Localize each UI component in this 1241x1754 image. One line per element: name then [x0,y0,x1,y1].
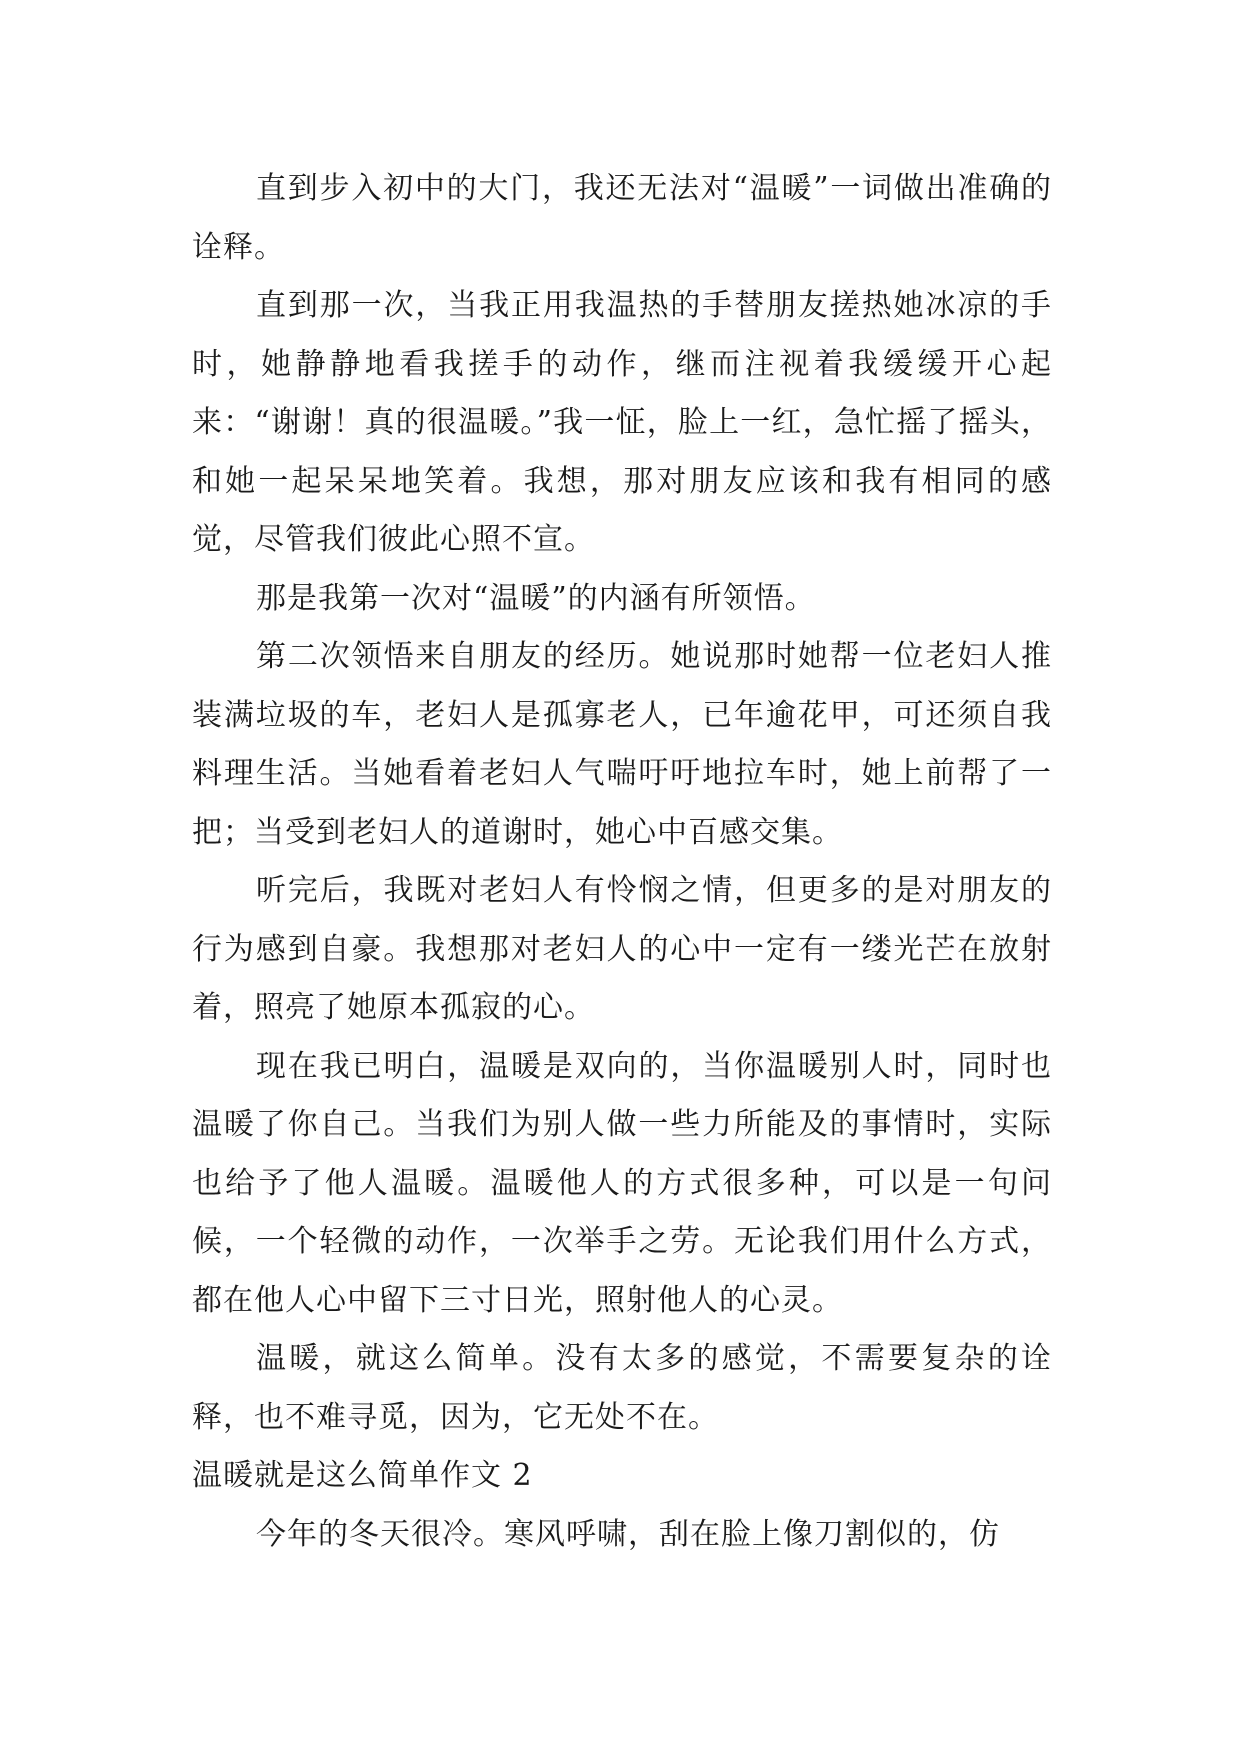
paragraph-5: 听完后，我既对老妇人有怜悯之情，但更多的是对朋友的行为感到自豪。我想那对老妇人的心中一定有一缕光芒在放射着，照亮了她原本孤寂的心。 [192,873,1052,1025]
paragraph-2: 直到那一次，当我正用我温热的手替朋友搓热她冰凉的手时，她静静地看我搓手的动作，继而注视着我缓缓开心起来：“谢谢！真的很温暖。”我一怔，脸上一红，急忙摇了摇头，和她一起呆呆地笑着。我想，那对朋友应该和我有相同的感觉，尽管我们彼此心照不宣。 [192,288,1052,557]
paragraph-7: 温暖，就这么简单。没有太多的感觉，不需要复杂的诠释，也不难寻觅，因为，它无处不在。 [192,1341,1052,1435]
section-title: 温暖就是这么简单作文 2 [192,1458,533,1493]
paragraph-8: 今年的冬天很冷。寒风呼啸，刮在脸上像刀割似的，仿 [256,1516,1000,1552]
paragraph-4: 第二次领悟来自朋友的经历。她说那时她帮一位老妇人推装满垃圾的车，老妇人是孤寡老人，已年逾花甲，可还须自我料理生活。当她看着老妇人气喘吁吁地拉车时，她上前帮了一把；当受到老妇人的道谢时，她心中百感交集。 [192,639,1052,850]
document-page [192,160,1052,1564]
paragraph-6: 现在我已明白，温暖是双向的，当你温暖别人时，同时也温暖了你自己。当我们为别人做一些力所能及的事情时，实际也给予了他人温暖。温暖他人的方式很多种，可以是一句问候，一个轻微的动作，一次举手之劳。无论我们用什么方式，都在他人心中留下三寸日光，照射他人的心灵。 [192,1048,1052,1318]
paragraph-1: 直到步入初中的大门，我还无法对“温暖”一词做出准确的诠释。 [192,171,1052,265]
paragraph-3: 那是我第一次对“温暖”的内涵有所领悟。 [256,580,816,616]
